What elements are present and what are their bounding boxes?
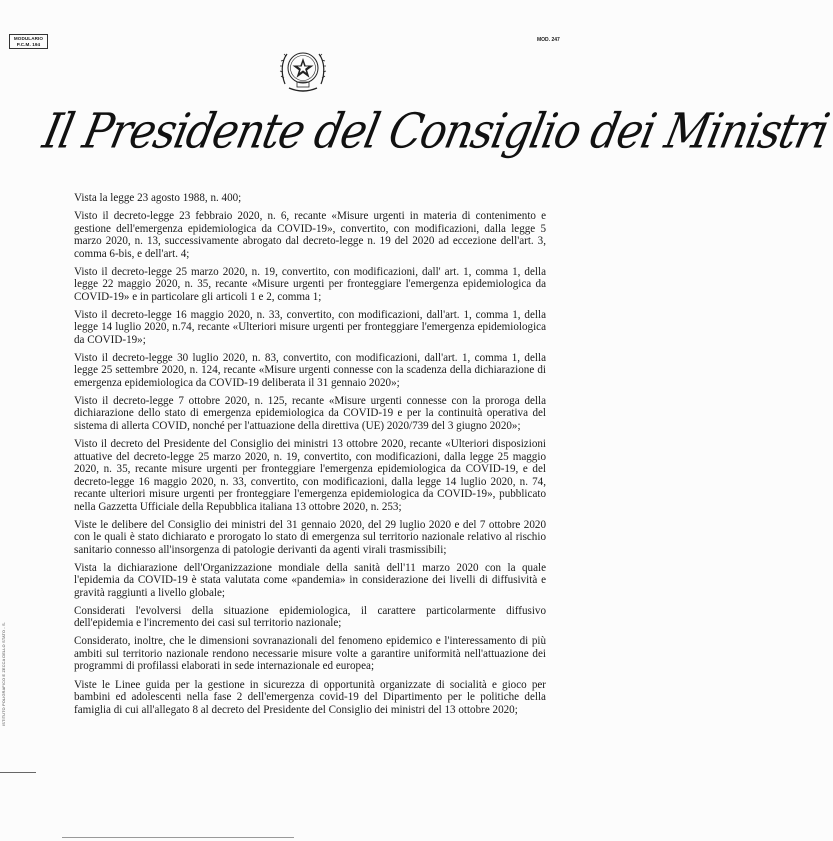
paragraph: Visto il decreto-legge 7 ottobre 2020, n. 125, recante «Misure urgenti connesse con la proroga della dichiarazione dello stato di emergenza epidemiologica da COVID-19 e per la continuità operativa del sistema di allerta COVID, nonché per l'attuazione della direttiva (UE) 2020/739 del 3 giugno 2020»; xyxy=(74,394,546,432)
document-heading: Il Presidente del Consiglio dei Ministri xyxy=(38,104,833,160)
paragraph: Visto il decreto del Presidente del Consiglio dei ministri 13 ottobre 2020, recante «Ulteriori disposizioni attuative del decreto-legge 25 marzo 2020, n. 19, convertito, con modificazioni, dalla legge 25 maggio 2020, n. 35, recante misure urgenti per fronteggiare l'emergenza epidemiologica da COVID-19, e del decreto-legge 16 maggio 2020, n. 33, convertito, con modificazioni, dalla legge 14 luglio 2020, n. 74, recante ulteriori misure urgenti per fronteggiare l'emergenza epidemiologica da COVID-19», pubblicato nella Gazzetta Ufficiale della Repubblica italiana 13 ottobre 2020, n. 253; xyxy=(74,438,546,513)
margin-mark xyxy=(0,772,36,773)
italian-emblem-icon xyxy=(275,44,331,98)
paragraph: Visto il decreto-legge 30 luglio 2020, n. 83, convertito, con modificazioni, dall'art. 1, comma 1, della legge 25 settembre 2020, n. 124, recante «Misure urgenti connesse con la scadenza della dichiarazione di emergenza epidemiologica da COVID-19 deliberata il 31 gennaio 2020»; xyxy=(74,351,546,389)
stamp-line-1: MODULARIO xyxy=(13,36,44,41)
paragraph: Vista la legge 23 agosto 1988, n. 400; xyxy=(74,192,242,204)
footer-rule xyxy=(62,837,294,838)
paragraph: Considerato, inoltre, che le dimensioni sovranazionali del fenomeno epidemico e l'interessamento di più ambiti sul territorio nazionale rendono necessarie misure volte a garantire uniformità nell'attuazione dei programmi di profilassi elaborati in sede internazionale ed europea; xyxy=(74,635,546,673)
side-imprint: ISTITUTO POLIGRAFICO E ZECCA DELLO STATO - S. xyxy=(2,621,6,726)
paragraph: Vista la dichiarazione dell'Organizzazione mondiale della sanità dell'11 marzo 2020 con la quale l'epidemia da COVID-19 è stata valutata come «pandemia» in considerazione dei livelli di diffusività e gravità raggiunti a livello globale; xyxy=(74,561,546,599)
paragraph: Considerati l'evolversi della situazione epidemiologica, il carattere particolarmente diffusivo dell'epidemia e l'incremento dei casi sul territorio nazionale; xyxy=(74,604,546,630)
document-body xyxy=(74,192,546,722)
paragraph: Viste le delibere del Consiglio dei ministri del 31 gennaio 2020, del 29 luglio 2020 e del 7 ottobre 2020 con le quali è stato dichiarato e prorogato lo stato di emergenza sul territorio nazionale relativo al rischio sanitario connesso all'insorgenza di patologie derivanti da agenti virali trasmissibili; xyxy=(74,518,546,556)
paragraph: Visto il decreto-legge 25 marzo 2020, n. 19, convertito, con modificazioni, dall' art. 1, comma 1, della legge 22 maggio 2020, n. 35, recante «Misure urgenti per fronteggiare l'emergenza epidemiologica da COVID-19» e in particolare gli articoli 1 e 2, comma 1; xyxy=(74,265,546,303)
paragraph: Visto il decreto-legge 16 maggio 2020, n. 33, convertito, con modificazioni, dall'art. 1, comma 1, della legge 14 luglio 2020, n.74, recante «Ulteriori misure urgenti per fronteggiare l'emergenza epidemiologica da COVID-19»; xyxy=(74,308,546,346)
modulario-stamp xyxy=(9,34,48,49)
stamp-line-2: P.C.M. 194 xyxy=(16,41,41,47)
form-code: MOD. 247 xyxy=(537,37,560,43)
paragraph: Visto il decreto-legge 23 febbraio 2020, n. 6, recante «Misure urgenti in materia di contenimento e gestione dell'emergenza epidemiologica da COVID-19», convertito, con modificazioni, dalla legge 5 marzo 2020, n. 13, successivamente abrogato dal decreto-legge n. 19 del 2020 ad eccezione dell'art. 3, comma 6-bis, e dell'art. 4; xyxy=(74,210,546,260)
paragraph: Viste le Linee guida per la gestione in sicurezza di opportunità organizzate di socialità e gioco per bambini ed adolescenti nella fase 2 dell'emergenza covid-19 del Dipartimento per le politiche della famiglia di cui all'allegato 8 al decreto del Presidente del Consiglio dei ministri del 13 ottobre 2020; xyxy=(74,678,546,716)
